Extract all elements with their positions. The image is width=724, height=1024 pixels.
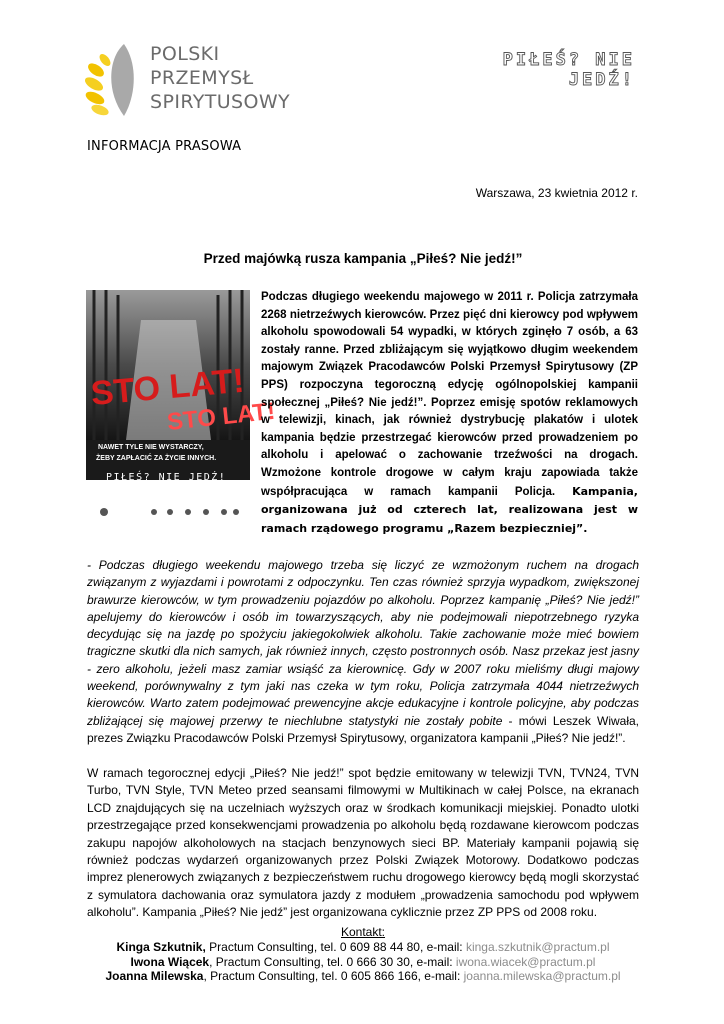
contact-name: Joanna Milewska <box>105 969 204 984</box>
contact-name: Kinga Szkutnik, <box>116 939 206 954</box>
poster-slogan: PIŁEŚ? NIE JEDŹ! <box>106 472 227 483</box>
contact-details: Practum Consulting, tel. 0 609 88 44 80, e-mail: <box>205 939 466 954</box>
contact-email-link[interactable]: iwona.wiacek@practum.pl <box>455 954 596 969</box>
campaign-slogan: PIŁEŚ? NIE JEDŹ! <box>502 50 635 90</box>
logo-line: POLSKI <box>150 43 220 65</box>
contact-block <box>87 925 639 984</box>
poster-art <box>86 290 277 527</box>
lead-main: Podczas długiego weekendu majowego w 2011 r. Policja zatrzymała 2268 nietrzeźwych kierowców. Przez pięć dni kierowcy pod wpływem alkoholu spowodowali 54 wypadki, w których zginęło 7 osób, a 63 zostały ranne. Przed zbliżającym się wyjątkowo długim weekendem majowym Związek Pracodawców Polski Przemysł Spirytusowy (ZP PPS) rozpoczyna tegoroczną edycję ogólnopolskiej kampanii społecznej „Piłeś? Nie jedź!”. Poprzez emisję spotów reklamowych w telewizji, kinach, jak również dystrybucję plakatów i ulotek kampania będzie przestrzegać kierowców przed prowadzeniem po alkoholu i apelować o zachowanie trzeźwości na drogach. Wzmożone kontrole drogowe w całym kraju zapowiada także współpracująca w ramach kampanii Policja. <box>261 291 638 498</box>
lead-paragraph <box>261 289 638 538</box>
quote-attribution: - mówi Leszek Wiwała, prezes Związku Pracodawców Polski Przemysł Spirytusowy, organizatora kampanii „Piłeś? Nie jedź!”. <box>87 713 639 745</box>
logo-line: PRZEMYSŁ <box>150 67 254 89</box>
contact-email-link[interactable]: joanna.milewska@practum.pl <box>463 969 621 984</box>
press-release-label: INFORMACJA PRASOWA <box>87 139 242 154</box>
contact-line <box>87 969 639 984</box>
lead-tail: Kampania, organizowana już od czterech lat, realizowana jest w ramach rządowego programu „Razem bezpieczniej”. <box>261 484 638 535</box>
poster-big-text: STO LAT! <box>89 361 246 413</box>
headline: Przed majówką rusza kampania „Piłeś? Nie jedź!” <box>203 251 523 266</box>
contact-email-link[interactable]: kinga.szkutnik@practum.pl <box>465 939 610 954</box>
poster-subtext: NAWET TYLE NIE WYSTARCZY, <box>98 444 204 451</box>
body-paragraph: W ramach tegorocznej edycji „Piłeś? Nie jedź!” spot będzie emitowany w telewizji TVN, TVN24, TVN Turbo, TVN Style, TVN Meteo przed seansami filmowymi w Multikinach w całej Polsce, na ekranach LCD znajdujących się na uczelniach wyższych oraz w środkach komunikacji miejskiej. Ponadto ulotki przestrzegające przed konsekwencjami prowadzenia po alkoholu będą rozdawane kierowcom podczas zakupu napojów alkoholowych na stacjach benzynowych sieci BP. Materiały kampanii pojawią się również podczas wydarzeń organizowanych przez Polski Związek Motorowy. Dodatkowo podczas imprez plenerowych związanych z bezpieczeństwem ruchu drogowego kierowcy będą mogli skorzystać z symulatora dachowania oraz symulatora jazdy z modułem „prowadzenia samochodu pod wpływem alkoholu”. Kampania „Piłeś? Nie jedź” jest organizowana cyklicznie przez ZP PPS od 2008 roku. <box>87 766 639 920</box>
contact-details: , Practum Consulting, tel. 0 666 30 30, e-mail: <box>209 954 456 969</box>
contact-line <box>87 940 639 955</box>
contact-title: Kontakt: <box>340 925 386 939</box>
logo-text <box>150 42 330 114</box>
contact-line <box>87 955 639 970</box>
quote-text: - Podczas długiego weekendu majowego trzeba się liczyć ze wzmożonym ruchem na drogach związanym z wyjazdami i powrotami z odpoczynku. Ten czas również sprzyja wypadkom, zwiększonej brawurze kierowców, w tym prowadzeniu pojazdów po alkoholu. Poprzez kampanię „Piłeś? Nie jedź!” apelujemy do kierowców i osób im towarzyszących, aby nie podejmowali niepotrzebnego ryzyka decydując się na jazdę po spożyciu jakiegokolwiek alkoholu. Takie zachowanie może mieć bowiem tragiczne skutki dla nich samych, jak również innych, często postronnych osób. Nasz przekaz jest jasny - zero alkoholu, jeżeli masz zamiar wsiąść za kierownicę. Gdy w 2007 roku mieliśmy długi majowy weekend, porównywalny z tym jaki nas czeka w tym roku, Policja zatrzymała 4044 nietrzeźwych kierowców. Warto zatem podejmować prewencyjne akcje edukacyjne i kontrole policyjne, aby podczas zbliżającej się majowej przerwy te niechlubne statystyki nie zostały pobite <box>87 558 639 728</box>
contact-details: , Practum Consulting, tel. 0 605 866 166, e-mail: <box>203 969 464 984</box>
logo-line: SPIRYTUSOWY <box>150 91 291 113</box>
wheat-logo-icon <box>78 40 138 120</box>
campaign-poster <box>86 290 277 527</box>
contact-name: Iwona Wiącek <box>130 954 210 969</box>
poster-subtext: ŻEBY ZAPŁACIĆ ZA ŻYCIE INNYCH. <box>96 455 217 462</box>
poster-big-text: STO LAT! <box>165 397 277 436</box>
date-line: Warszawa, 23 kwietnia 2012 r. <box>475 186 638 200</box>
quote-paragraph <box>87 557 639 747</box>
